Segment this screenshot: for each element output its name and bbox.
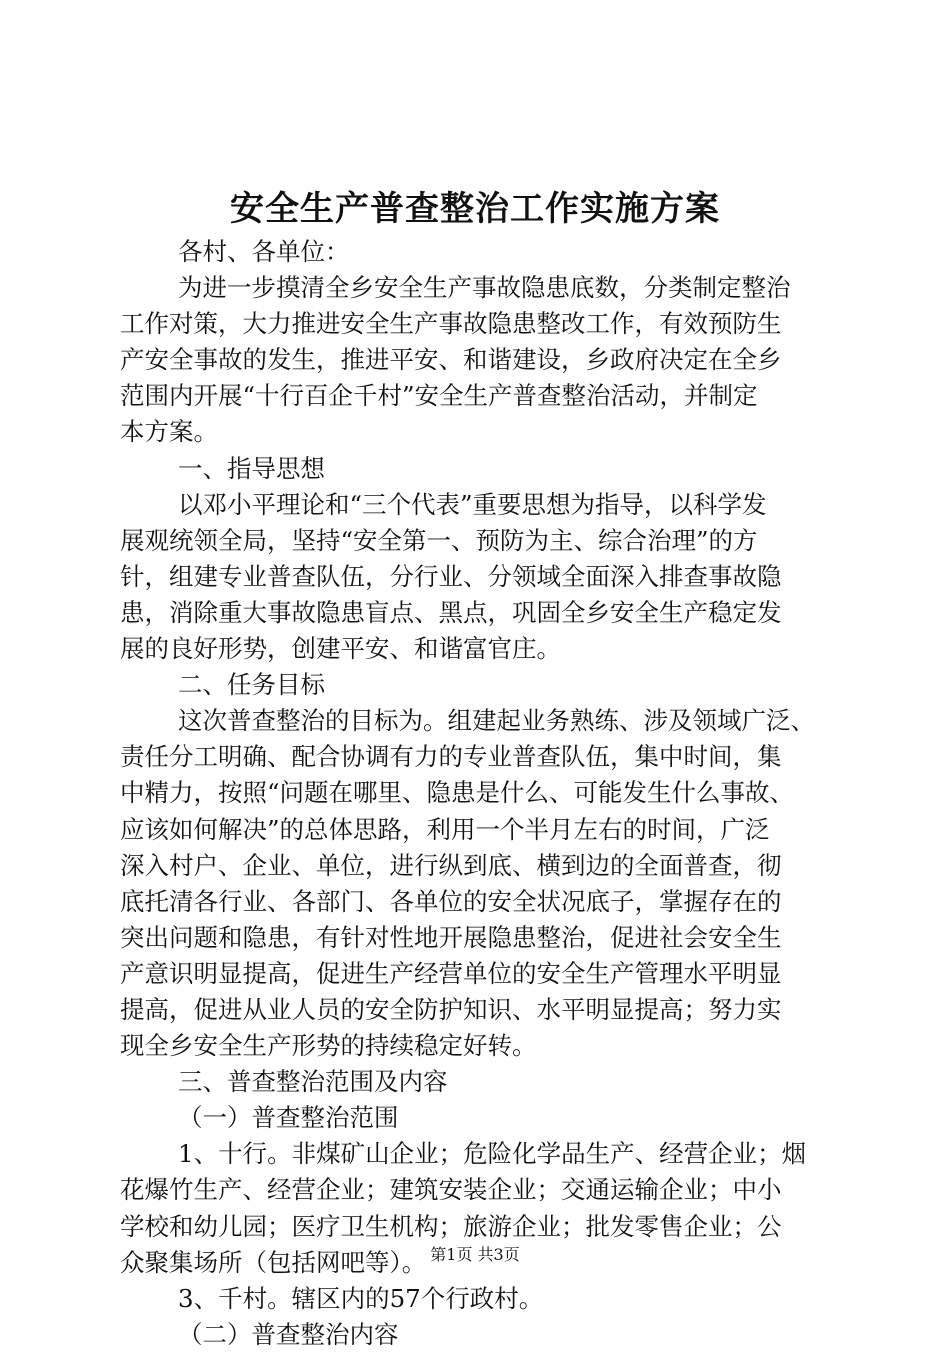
text-line: 产安全事故的发生，推进平安、和谐建设，乡政府决定在全乡 <box>120 345 782 375</box>
text-line: 众聚集场所（包括网吧等）。 <box>120 1247 427 1277</box>
text-line: 三、普查整治范围及内容 <box>178 1067 448 1097</box>
text-line: 应该如何解决”的总体思路，利用一个半月左右的时间，广泛 <box>120 814 770 844</box>
text-line: 这次普查整治的目标为。组建起业务熟练、涉及领域广泛、 <box>178 706 815 736</box>
text-line: 展观统领全局，坚持“安全第一、预防为主、综合治理”的方 <box>120 525 758 555</box>
text-line: 以邓小平理论和“三个代表”重要思想为指导，以科学发 <box>178 489 767 519</box>
text-line: 一、指导思想 <box>178 453 325 483</box>
text-line: （二）普查整治内容 <box>178 1319 399 1349</box>
text-line: 产意识明显提高，促进生产经营单位的安全生产管理水平明显 <box>120 958 782 988</box>
text-line: 责任分工明确、配合协调有力的专业普查队伍，集中时间，集 <box>120 742 782 772</box>
text-line: （一）普查整治范围 <box>178 1103 399 1133</box>
text-line: 中精力，按照“问题在哪里、隐患是什么、可能发生什么事故、 <box>120 778 795 808</box>
text-line: 针，组建专业普查队伍，分行业、分领域全面深入排查事故隐 <box>120 561 782 591</box>
text-line: 患，消除重大事故隐患盲点、黑点，巩固全乡安全生产稳定发 <box>120 597 782 627</box>
text-line: 突出问题和隐患，有针对性地开展隐患整治，促进社会安全生 <box>120 922 782 952</box>
text-line: 范围内开展“十行百企千村”安全生产普查整治活动，并制定 <box>120 381 758 411</box>
text-line: 3、千村。辖区内的57个行政村。 <box>178 1283 544 1313</box>
text-line: 二、任务目标 <box>178 670 325 700</box>
document-title: 安全生产普查整治工作实施方案 <box>230 189 720 229</box>
text-line: 为进一步摸清全乡安全生产事故隐患底数，分类制定整治 <box>178 273 791 303</box>
text-line: 现全乡安全生产形势的持续稳定好转。 <box>120 1031 537 1061</box>
text-line: 提高，促进从业人员的安全防护知识、水平明显提高；努力实 <box>120 994 782 1024</box>
text-line: 各村、各单位： <box>178 237 350 266</box>
text-line: 本方案。 <box>120 417 218 447</box>
text-line: 工作对策，大力推进安全生产事故隐患整改工作，有效预防生 <box>120 309 782 339</box>
text-line: 花爆竹生产、经营企业；建筑安装企业；交通运输企业；中小 <box>120 1175 782 1205</box>
text-line: 底托清各行业、各部门、各单位的安全状况底子，掌握存在的 <box>120 886 782 916</box>
text-line: 1、十行。非煤矿山企业；危险化学品生产、经营企业；烟 <box>178 1139 807 1169</box>
page-footer: 第1页 共3页 <box>430 1245 520 1264</box>
text-line: 学校和幼儿园；医疗卫生机构；旅游企业；批发零售企业；公 <box>120 1211 782 1241</box>
text-line: 展的良好形势，创建平安、和谐富官庄。 <box>120 634 561 664</box>
text-line: 深入村户、企业、单位，进行纵到底、横到边的全面普查，彻 <box>120 850 782 880</box>
document-body <box>120 234 840 1353</box>
